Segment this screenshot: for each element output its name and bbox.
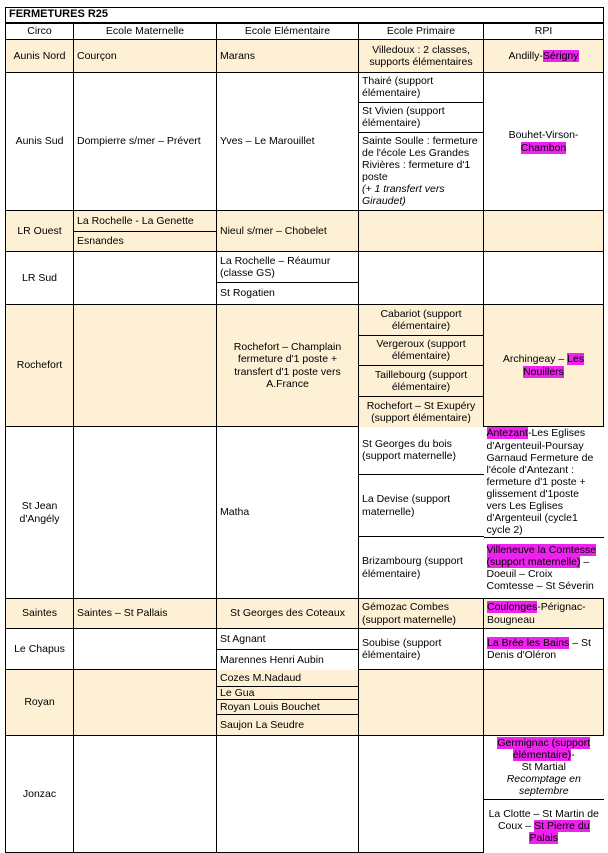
elementaire-cell: Rochefort – Champlain fermeture d'1 poste + transfert d'1 poste vers A.France — [217, 305, 359, 427]
rpi-highlight: Coulonges — [487, 601, 538, 614]
row-jonzac — [6, 736, 604, 853]
circo-lr-sud: LR Sud — [6, 252, 74, 305]
rpi-cell — [484, 211, 604, 252]
circo-jonzac: Jonzac — [6, 736, 74, 853]
rpi-cell — [484, 305, 604, 427]
rpi-cell — [484, 427, 604, 599]
primaire-cell — [359, 305, 484, 427]
elementaire-item: Saujon La Seudre — [220, 719, 305, 731]
rpi-text: Andilly- — [508, 49, 543, 62]
circo-le-chapus: Le Chapus — [6, 629, 74, 670]
circo-aunis-nord: Aunis Nord — [6, 40, 74, 73]
row-aunis-nord — [6, 40, 604, 73]
table-title: FERMETURES R25 — [6, 8, 604, 23]
rpi-highlight: Antezant — [486, 427, 528, 440]
circo-royan: Royan — [6, 670, 74, 736]
row-lr-ouest — [6, 211, 604, 252]
closures-table — [5, 7, 604, 853]
maternelle-cell — [74, 736, 217, 853]
rpi-cell — [484, 40, 604, 73]
rpi-cell — [484, 670, 604, 736]
elementaire-cell — [217, 629, 359, 670]
primaire-note: (+ 1 transfert vers Giraudet) — [362, 183, 445, 208]
rpi-item — [484, 799, 604, 853]
rpi-highlight: Sérigny — [542, 49, 579, 62]
primaire-item: Vergeroux (support élémentaire) — [359, 335, 483, 366]
row-aunis-sud — [6, 73, 604, 211]
rpi-text: La Clotte – St Martin de Coux – — [488, 807, 599, 832]
primaire-item: Brizambourg (support élémentaire) — [362, 555, 463, 580]
rpi-text: - — [571, 749, 575, 762]
header-row — [6, 23, 604, 40]
elementaire-cell: Nieul s/mer – Chobelet — [217, 211, 359, 252]
rpi-cell — [484, 736, 604, 853]
rpi-highlight: La Brée les Bains — [487, 636, 570, 649]
maternelle-item: La Rochelle - La Genette — [74, 211, 216, 231]
rpi-highlight: Germignac (support élémentaire) — [497, 737, 591, 762]
maternelle-cell: Saintes – St Pallais — [74, 599, 217, 629]
circo-lr-ouest: LR Ouest — [6, 211, 74, 252]
elementaire-cell: St Georges des Coteaux — [217, 599, 359, 629]
elementaire-item: Le Gua — [217, 687, 358, 700]
maternelle-item: Esnandes — [77, 235, 124, 248]
header-maternelle: Ecole Maternelle — [74, 23, 217, 40]
rpi-highlight: Villeneuve la Comtesse (support maternelle) — [486, 543, 597, 568]
elementaire-item: Cozes M.Nadaud — [217, 670, 358, 687]
rpi-item — [484, 537, 604, 598]
elementaire-cell — [217, 252, 359, 305]
elementaire-item: St Rogatien — [220, 287, 275, 300]
rpi-note: Recomptage en septembre — [506, 773, 581, 798]
circo-aunis-sud: Aunis Sud — [6, 73, 74, 211]
row-saintes — [6, 599, 604, 629]
rpi-cell — [484, 73, 604, 211]
elementaire-item: St Agnant — [217, 629, 358, 649]
row-royan — [6, 670, 604, 736]
maternelle-cell: Dompierre s/mer – Prévert — [74, 73, 217, 211]
rpi-highlight: St Pierre du Palais — [529, 819, 590, 845]
maternelle-cell — [74, 252, 217, 305]
primaire-cell — [359, 73, 484, 211]
elementaire-cell: Marans — [217, 40, 359, 73]
rpi-highlight: Les Nouillers — [523, 353, 585, 378]
maternelle-cell: Courçon — [74, 40, 217, 73]
primaire-cell: Gémozac Combes (support maternelle) — [359, 599, 484, 629]
maternelle-cell — [74, 629, 217, 670]
primaire-item: Cabariot (support élémentaire) — [359, 305, 483, 335]
primaire-item: Thairé (support élémentaire) — [359, 73, 483, 102]
primaire-item: Rochefort – St Exupéry (support élémentaire) — [366, 399, 476, 424]
rpi-item — [484, 427, 604, 537]
rpi-text: Bouhet-Virson- — [508, 129, 579, 142]
header-circo: Circo — [6, 23, 74, 40]
rpi-highlight: Chambon — [520, 141, 567, 154]
maternelle-cell — [74, 305, 217, 427]
rpi-text: – St Denis d'Oléron — [487, 636, 591, 661]
primaire-text: Sainte Soulle : fermeture de l'école Les Grandes Rivières : fermeture d'1 poste — [362, 135, 478, 184]
maternelle-cell — [74, 427, 217, 599]
primaire-cell — [359, 427, 484, 599]
row-rochefort — [6, 305, 604, 427]
circo-saintes: Saintes — [6, 599, 74, 629]
primaire-cell — [359, 252, 484, 305]
elementaire-cell — [217, 736, 359, 853]
rpi-text: -Les Eglises d'Argenteuil-Poursay Garnaud Fermeture de l'école d'Antezant : fermeture d'1 poste + glissement d'1poste vers Les Eglises d'Argenteuil (cycle1 cycle 2) — [486, 427, 594, 536]
primaire-cell — [359, 211, 484, 252]
rpi-cell — [484, 629, 604, 670]
maternelle-cell — [74, 670, 217, 736]
primaire-item: St Vivien (support élémentaire) — [359, 102, 483, 132]
rpi-text: – Doeuil – Croix Comtesse – St Séverin — [486, 555, 594, 592]
header-primaire: Ecole Primaire — [359, 23, 484, 40]
rpi-text: Archingeay – — [502, 353, 568, 366]
primaire-cell: Villedoux : 2 classes, supports élémentaires — [359, 40, 484, 73]
maternelle-cell — [74, 211, 217, 252]
rpi-text: -Pérignac-Bougneau — [487, 601, 586, 626]
row-lr-sud — [6, 252, 604, 305]
rpi-cell — [484, 599, 604, 629]
elementaire-item: La Rochelle – Réaumur (classe GS) — [217, 252, 358, 282]
elementaire-item: Marennes Henri Aubin — [220, 653, 324, 666]
primaire-item — [359, 132, 483, 210]
primaire-cell — [359, 670, 484, 736]
circo-rochefort: Rochefort — [6, 305, 74, 427]
rpi-text: St Martial — [521, 761, 566, 774]
header-elementaire: Ecole Elémentaire — [217, 23, 359, 40]
primaire-item: St Georges du bois (support maternelle) — [359, 427, 484, 475]
rpi-item — [484, 736, 604, 799]
elementaire-cell: Matha — [217, 427, 359, 599]
circo-st-jean: St Jean d'Angély — [6, 427, 74, 599]
primaire-cell — [359, 736, 484, 853]
header-rpi: RPI — [484, 23, 604, 40]
rpi-cell — [484, 252, 604, 305]
elementaire-item: Royan Louis Bouchet — [217, 700, 358, 715]
elementaire-cell: Yves – Le Marouillet — [217, 73, 359, 211]
primaire-cell: Soubise (support élémentaire) — [359, 629, 484, 670]
row-st-jean — [6, 427, 604, 599]
primaire-item: La Devise (support maternelle) — [359, 475, 484, 537]
primaire-item: Taillebourg (support élémentaire) — [359, 366, 483, 397]
row-le-chapus — [6, 629, 604, 670]
elementaire-cell — [217, 670, 359, 736]
